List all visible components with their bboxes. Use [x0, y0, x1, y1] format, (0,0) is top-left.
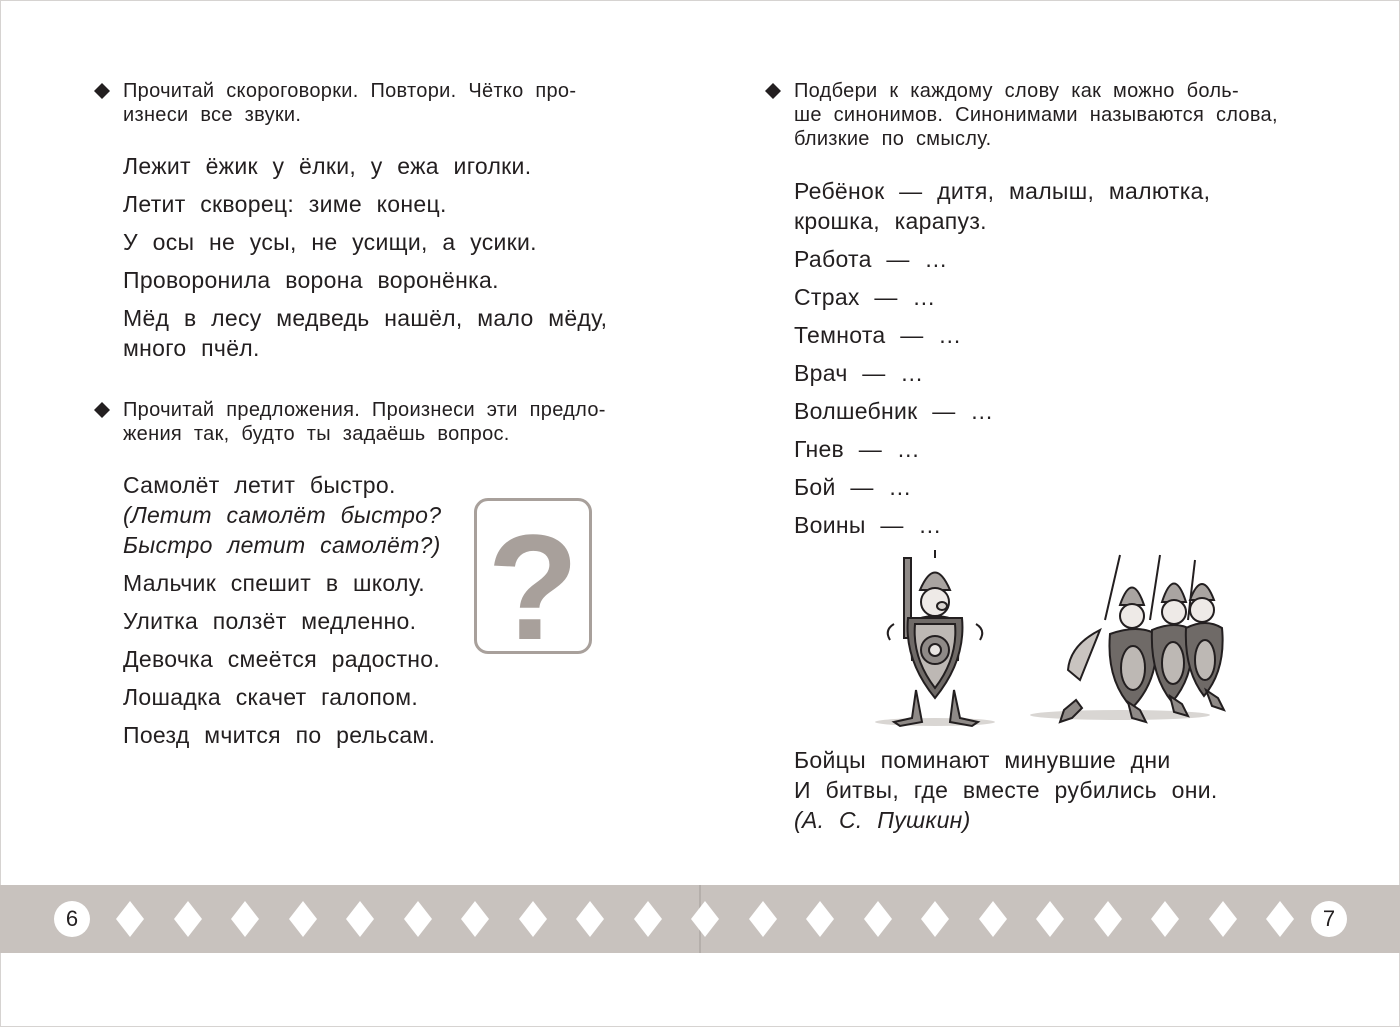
instruction-line: Прочитай скороговорки. Повтори. Чётко про- — [123, 80, 577, 102]
page-number-left: 6 — [54, 901, 90, 937]
band-diamond-icon — [576, 901, 604, 937]
band-diamond-icon — [1036, 901, 1064, 937]
band-diamond-icon — [691, 901, 719, 937]
word-line: Работа — … — [794, 246, 948, 272]
page-number-right: 7 — [1311, 901, 1347, 937]
tongue-twisters — [123, 151, 607, 363]
italic-line: Быстро летит самолёт?) — [123, 532, 441, 558]
band-diamond-icon — [1266, 901, 1294, 937]
example-line: крошка, карапуз. — [794, 208, 987, 234]
band-diamond-icon — [174, 901, 202, 937]
diamond-bullet-icon — [94, 83, 110, 99]
synonym-list — [794, 176, 1210, 540]
text-line: Летит скворец: зиме конец. — [123, 191, 447, 217]
text-line: У осы не усы, не усищи, а усики. — [123, 229, 537, 255]
band-diamond-icon — [231, 901, 259, 937]
text-line: Лошадка скачет галопом. — [123, 684, 419, 710]
band-diamond-icon — [404, 901, 432, 937]
poem-author: (А. С. Пушкин) — [794, 807, 971, 833]
band-diamond-icon — [1094, 901, 1122, 937]
band-diamond-icon — [749, 901, 777, 937]
instruction-line: ше синонимов. Синонимами называются слова, — [794, 104, 1278, 126]
band-diamond-icon — [289, 901, 317, 937]
warriors-illustration — [870, 550, 1230, 730]
poem-line: Бойцы поминают минувшие дни — [794, 747, 1171, 773]
instruction-line: жения так, будто ты задаёшь вопрос. — [123, 423, 510, 445]
band-diamond-icon — [634, 901, 662, 937]
text-line: Мёд в лесу медведь нашёл, мало мёду, — [123, 305, 608, 331]
italic-line: (Летит самолёт быстро? — [123, 502, 442, 528]
instruction-line: близкие по смыслу. — [794, 128, 992, 150]
text-line: Лежит ёжик у ёлки, у ежа иголки. — [123, 153, 532, 179]
text-line: Улитка ползёт медленно. — [123, 608, 417, 634]
poem — [794, 745, 1218, 835]
word-line: Страх — … — [794, 284, 936, 310]
text-line: Поезд мчится по рельсам. — [123, 722, 436, 748]
task2-instruction — [123, 398, 636, 446]
band-diamond-icon — [1209, 901, 1237, 937]
word-line: Воины — … — [794, 512, 942, 538]
text-line: Девочка смеётся радостно. — [123, 646, 441, 672]
text-line: много пчёл. — [123, 335, 260, 361]
band-diamond-icon — [806, 901, 834, 937]
word-line: Бой — … — [794, 474, 912, 500]
band-diamond-icon — [346, 901, 374, 937]
poem-line: И битвы, где вместе рубились они. — [794, 777, 1218, 803]
instruction-line: изнеси все звуки. — [123, 104, 302, 126]
text-line: Самолёт летит быстро. — [123, 472, 396, 498]
warriors-group-icon — [1060, 555, 1224, 722]
sentences — [123, 470, 441, 750]
band-diamond-icon — [1151, 901, 1179, 937]
band-diamond-icon — [116, 901, 144, 937]
question-mark-icon — [477, 501, 589, 651]
example-line: Ребёнок — дитя, малыш, малютка, — [794, 178, 1211, 204]
text-line: Мальчик спешит в школу. — [123, 570, 425, 596]
question-mark-box — [474, 498, 592, 654]
word-line: Темнота — … — [794, 322, 962, 348]
band-diamond-icon — [921, 901, 949, 937]
band-diamond-icon — [519, 901, 547, 937]
diamond-bullet-icon — [94, 402, 110, 418]
word-line: Гнев — … — [794, 436, 921, 462]
band-diamond-icon — [979, 901, 1007, 937]
question-mark: ? — [487, 503, 579, 651]
task1-instruction — [123, 79, 619, 127]
diamond-bullet-icon — [765, 83, 781, 99]
band-diamond-icon — [864, 901, 892, 937]
text-line: Проворонила ворона воронёнка. — [123, 267, 499, 293]
instruction-line: Подбери к каждому слову как можно боль- — [794, 80, 1239, 102]
word-line: Врач — … — [794, 360, 924, 386]
word-line: Волшебник — … — [794, 398, 994, 424]
band-diamond-icon — [461, 901, 489, 937]
synonyms-instruction — [794, 79, 1297, 151]
warrior-icon — [888, 550, 983, 726]
instruction-line: Прочитай предложения. Произнеси эти предло- — [123, 399, 606, 421]
